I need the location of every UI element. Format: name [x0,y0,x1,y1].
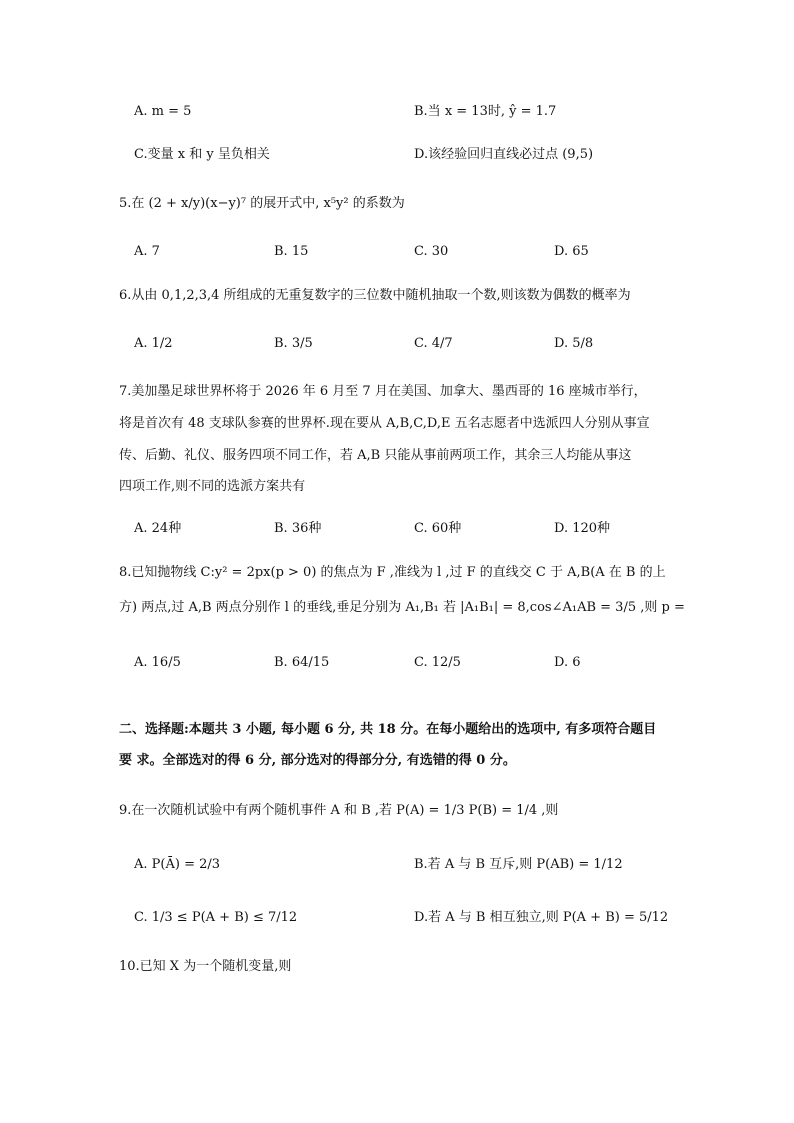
q4-option-d: D.该经验回归直线必过点 (9,5) [414,147,594,162]
q4-option-a: A. m = 5 [134,104,192,119]
q7-option-b: B. 36种 [274,521,322,536]
section-2-heading-line-2: 要 求。全部选对的得 6 分, 部分选对的得部分分, 有选错的得 0 分。 [119,753,516,768]
q4-option-c: C.变量 x 和 y 呈负相关 [134,147,270,162]
q7-option-c: C. 60种 [414,521,462,536]
q7-line-1: 7.美加墨足球世界杯将于 2026 年 6 月至 7 月在美国、加拿大、墨西哥的 16 座城市举行， [119,384,647,399]
q7-option-d: D. 120种 [554,521,611,536]
q5-option-b: B. 15 [274,244,309,259]
q7-line-3: 传、后勤、礼仪、服务四项不同工作，若 A,B 只能从事前两项工作，其余三人均能从事这 [119,448,632,463]
q6-option-b: B. 3/5 [274,336,313,351]
q4-option-b: B.当 x = 13时, ŷ = 1.7 [414,104,557,119]
q8-option-b: B. 64/15 [274,655,330,670]
q8-option-d: D. 6 [554,655,581,670]
q9-option-d: D.若 A 与 B 相互独立,则 P(A + B) = 5/12 [414,910,669,925]
q5-option-c: C. 30 [414,244,449,259]
q9-stem: 9.在一次随机试验中有两个随机事件 A 和 B ,若 P(A) = 1/3 P(B) = 1/4 ,则 [119,803,559,818]
q7-line-2: 将是首次有 48 支球队参赛的世界杯.现在要从 A,B,C,D,E 五名志愿者中选派四人分别从事宣 [119,416,650,431]
q9-option-a: A. P(Ā) = 2/3 [134,857,221,872]
q8-option-a: A. 16/5 [134,655,181,670]
q9-option-c: C. 1/3 ≤ P(A + B) ≤ 7/12 [134,910,298,925]
q6-option-c: C. 4/7 [414,336,453,351]
q7-line-4: 四项工作,则不同的选派方案共有 [119,479,306,494]
q8-option-c: C. 12/5 [414,655,461,670]
section-2-heading-line-1: 二、选择题:本题共 3 小题, 每小题 6 分, 共 18 分。在每小题给出的选项中, 有多项符合题目 [119,722,657,737]
q9-option-b: B.若 A 与 B 互斥,则 P(AB) = 1/12 [414,857,623,872]
q5-option-d: D. 65 [554,244,589,259]
q6-option-d: D. 5/8 [554,336,594,351]
q5-stem: 5.在 (2 + x/y)(x−y)⁷ 的展开式中, x⁵y² 的系数为 [119,196,405,211]
q6-stem: 6.从由 0,1,2,3,4 所组成的无重复数字的三位数中随机抽取一个数,则该数为偶数的概率为 [119,288,631,303]
q7-option-a: A. 24种 [134,521,182,536]
q10-stem: 10.已知 X 为一个随机变量,则 [119,959,292,974]
q6-option-a: A. 1/2 [134,336,173,351]
q8-line-2: 方) 两点,过 A,B 两点分别作 l 的垂线,垂足分别为 A₁,B₁ 若 |A₁B₁| = 8,cos∠A₁AB = 3/5 ,则 p = [119,600,685,615]
q5-option-a: A. 7 [134,244,160,259]
q8-line-1: 8.已知抛物线 C:y² = 2px(p > 0) 的焦点为 F ,准线为 l ,过 F 的直线交 C 于 A,B(A 在 B 的上 [119,565,666,580]
